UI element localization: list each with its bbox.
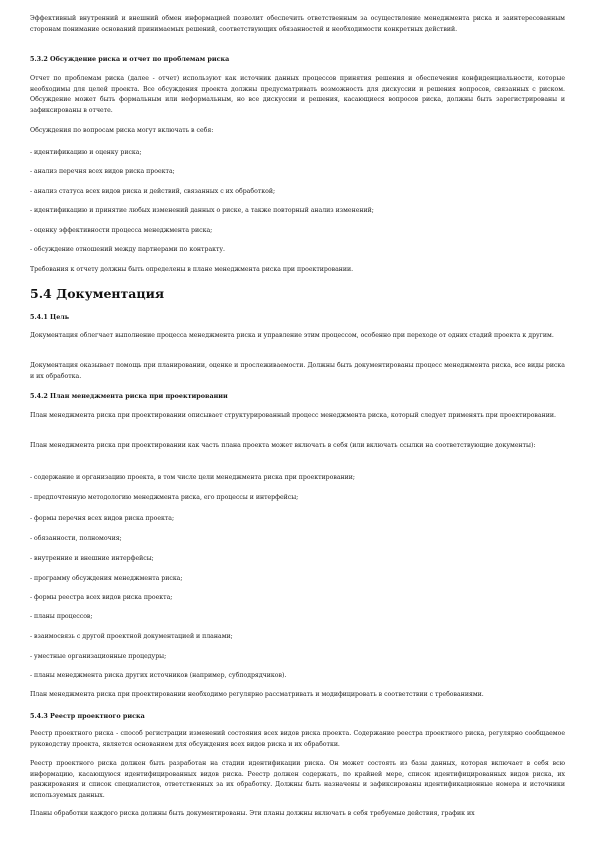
heading-5-4-1: 5.4.1 Цель [30, 313, 70, 321]
paragraph-5-4-3-register: Реестр проектного риска - способ регистрации изменений состояния всех видов риска проекта. Содержание реестра проектного риска, регулярно сообщаемое руководству проекта, является основанием для обсуждения всех видов риска и их обработки. [30, 730, 565, 748]
list-item: - предпочтенную методологию менеджмента риска, его процессы и интерфейсы; [30, 494, 299, 501]
list-item: - формы перечня всех видов риска проекта; [30, 515, 175, 522]
list-item: - обсуждение отношений между партнерами по контракту. [30, 246, 226, 253]
paragraph-5-4-2-plan: План менеджмента риска при проектировании описывает структурированный процесс менеджмента риска, который следует применять при проектировании. [30, 412, 556, 419]
list-item: - идентификацию и оценку риска; [30, 149, 142, 156]
heading-5-4-2: 5.4.2 План менеджмента риска при проектировании [30, 392, 228, 400]
list-item: - планы процессов; [30, 613, 93, 620]
list-item: - планы менеджмента риска других источников (например, субподрядчиков). [30, 672, 287, 679]
paragraph-5-4-2-review: План менеджмента риска при проектировании необходимо регулярно рассматривать и модифицировать в соответствии с требованиями. [30, 691, 484, 698]
paragraph-intro: Эффективный внутренний и внешний обмен информацией позволит обеспечить ответственным за осуществление менеджмента риска и заинтересованным сторонам понимание оснований принимаемых решений, соответствующих обязанностей и необходимости конкретных действий. [30, 15, 565, 33]
heading-5-3-2: 5.3.2 Обсуждение риска и отчет по проблемам риска [30, 55, 230, 63]
list-item: - оценку эффективности процесса менеджмента риска; [30, 227, 213, 234]
list-item: - обязанности, полномочия; [30, 535, 122, 542]
paragraph-5-3-2-requirements: Требования к отчету должны быть определены в плане менеджмента риска при проектировании. [30, 266, 354, 273]
paragraph-5-4-2-contents: План менеджмента риска при проектировании как часть плана проекта может включать в себя (или включать ссылки на соответствующие документы): [30, 442, 536, 449]
list-item: - содержание и организацию проекта, в том числе цели менеджмента риска при проектировании; [30, 474, 355, 481]
section-title-5-4: 5.4 Документация [30, 286, 165, 301]
paragraph-5-3-2-report: Отчет по проблемам риска (далее - отчет) используют как источник данных процессов принятия решения и обеспечения конфиденциальности, которые необходимы для целей проекта. Все обсуждения проекта должны предусматривать возможность для дискуссии и решения вопросов, связанных с риском. Обсуждение может быть формальным или неформальным, но все дискуссии и решения, касающиеся вопросов риска, должны быть зарегистрированы и зафиксированы в отчете. [30, 75, 565, 114]
paragraph-5-3-2-list-intro: Обсуждения по вопросам риска могут включать в себя: [30, 127, 214, 134]
list-item: - внутренние и внешние интерфейсы; [30, 555, 154, 562]
list-item: - программу обсуждения менеджмента риска; [30, 575, 183, 582]
list-item: - анализ перечня всех видов риска проекта; [30, 168, 175, 175]
list-item: - формы реестра всех видов риска проекта; [30, 594, 173, 601]
paragraph-5-4-1-purpose: Документация облегчает выполнение процесса менеджмента риска и управление этим процессом, особенно при переходе от одних стадий проекта к другим. [30, 332, 554, 339]
list-item: - идентификацию и принятие любых изменений данных о риске, а также повторный анализ изменений; [30, 207, 374, 214]
list-item: - анализ статуса всех видов риска и действий, связанных с их обработкой; [30, 188, 276, 195]
list-item: - взаимосвязь с другой проектной документацией и планами; [30, 633, 233, 640]
paragraph-5-4-1-documentation: Документация оказывает помощь при планировании, оценке и прослеживаемости. Должны быть документированы процесс менеджмента риска, все виды риска и их обработка. [30, 362, 565, 380]
paragraph-5-4-3-development: Реестр проектного риска должен быть разработан на стадии идентификации риска. Он может состоять из базы данных, которая включает в себя всю информацию, касающуюся идентифицированных видов риска. Реестр должен содержать, по крайней мере, список идентифицированных видов риска, их ранжирования и список специалистов, ответственных за их обработку. Должны быть назначены и зафиксированы идентификационные номера и источники используемых данных. [30, 760, 565, 799]
paragraph-5-4-3-treatment: Планы обработки каждого риска должны быть документированы. Эти планы должны включать в себя требуемые действия, график их [30, 810, 475, 817]
heading-5-4-3: 5.4.3 Реестр проектного риска [30, 712, 145, 720]
list-item: - уместные организационные процедуры; [30, 653, 167, 660]
